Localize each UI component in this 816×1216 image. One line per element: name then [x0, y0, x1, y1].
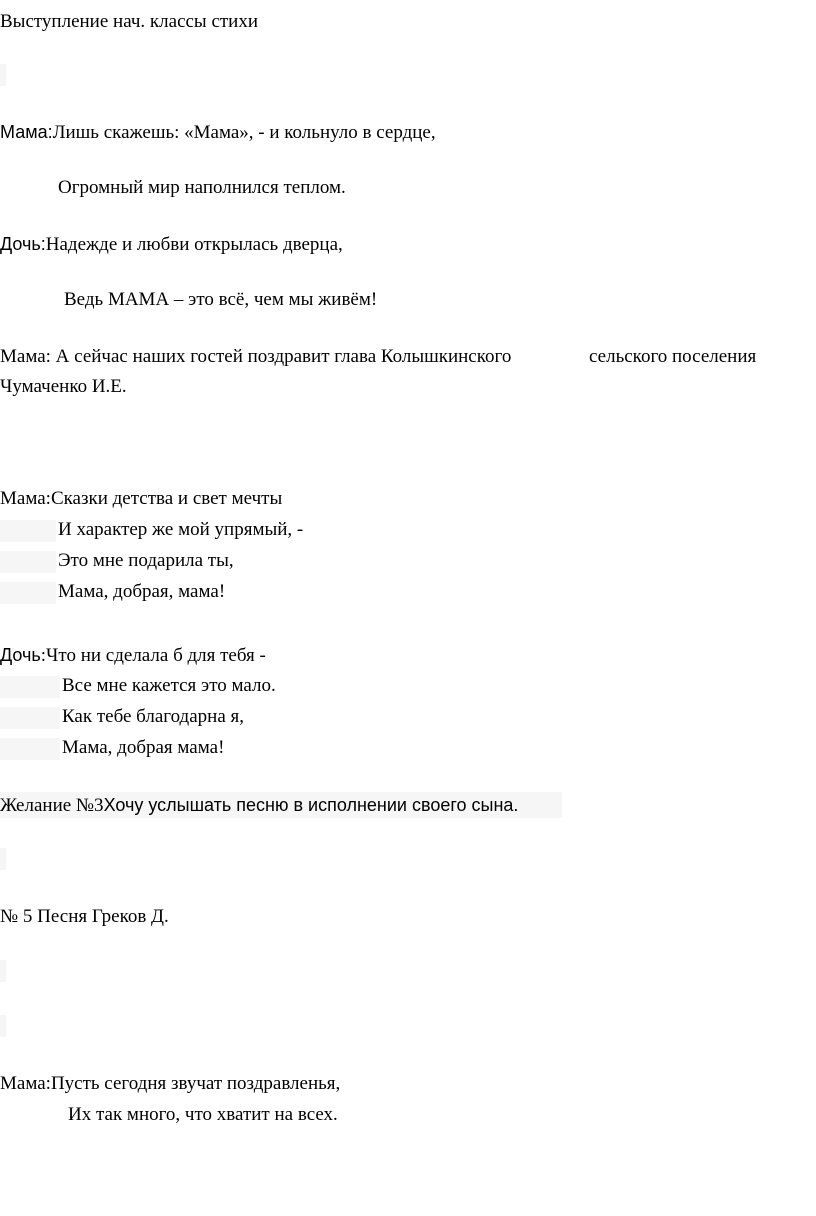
verse-text: Что ни сделала б для тебя - — [46, 645, 266, 666]
line-shade — [0, 738, 60, 760]
verse-line: Как тебе благодарна я, — [62, 706, 244, 727]
song-line: № 5 Песня Греков Д. — [0, 906, 169, 927]
document-title: Выступление нач. классы стихи — [0, 11, 259, 32]
verse-line: Их так много, что хватит на всех. — [68, 1104, 338, 1125]
speaker-colon: : — [40, 645, 47, 666]
verse-line: Ведь МАМА – это всё, чем мы живём! — [64, 289, 378, 310]
verse-line: Все мне кажется это мало. — [62, 675, 276, 696]
speaker-label: Дочь: — [0, 234, 46, 254]
verse-line: Мама, добрая, мама! — [58, 581, 226, 602]
speaker-label: Мама: — [0, 122, 53, 142]
empty-paragraph-shade — [0, 848, 6, 870]
announcement-line: Чумаченко И.Е. — [0, 376, 127, 397]
verse-line: Мама, добрая мама! — [62, 737, 225, 758]
wish-text: Хочу услышать песню в исполнении своего сына. — [103, 795, 519, 815]
empty-paragraph-shade — [0, 1015, 6, 1037]
line-shade — [0, 676, 60, 698]
empty-paragraph-shade — [0, 960, 6, 982]
wish-line — [0, 793, 518, 818]
verse-line — [0, 232, 343, 257]
verse-text: Лишь скажешь: «Мама», - и кольнуло в сердце, — [52, 122, 436, 143]
speaker-label: Мама: — [0, 1073, 51, 1094]
verse-line: Это мне подарила ты, — [58, 550, 234, 571]
verse-text: Надежде и любви открылась дверца, — [45, 234, 343, 255]
verse-text: Сказки детства и свет мечты — [50, 488, 283, 509]
verse-line — [0, 120, 436, 145]
verse-line — [0, 1072, 340, 1096]
empty-paragraph-shade — [0, 64, 6, 86]
line-shade — [0, 551, 56, 573]
speaker-label: Мама: — [0, 488, 51, 509]
line-shade — [0, 707, 60, 729]
verse-line: Огромный мир наполнился теплом. — [58, 177, 346, 198]
verse-line — [0, 487, 282, 511]
verse-line: И характер же мой упрямый, - — [58, 519, 304, 540]
line-shade — [0, 520, 56, 542]
announcement-line-tail: сельского поселения — [589, 346, 757, 367]
line-shade — [0, 582, 56, 604]
verse-text: Пусть сегодня звучат поздравленья, — [50, 1073, 341, 1094]
verse-line — [0, 643, 266, 668]
announcement-line: Мама: А сейчас наших гостей поздравит глава Колышкинского — [0, 346, 512, 367]
speaker-label: Дочь — [0, 645, 41, 665]
wish-label: Желание №3 — [0, 795, 104, 816]
